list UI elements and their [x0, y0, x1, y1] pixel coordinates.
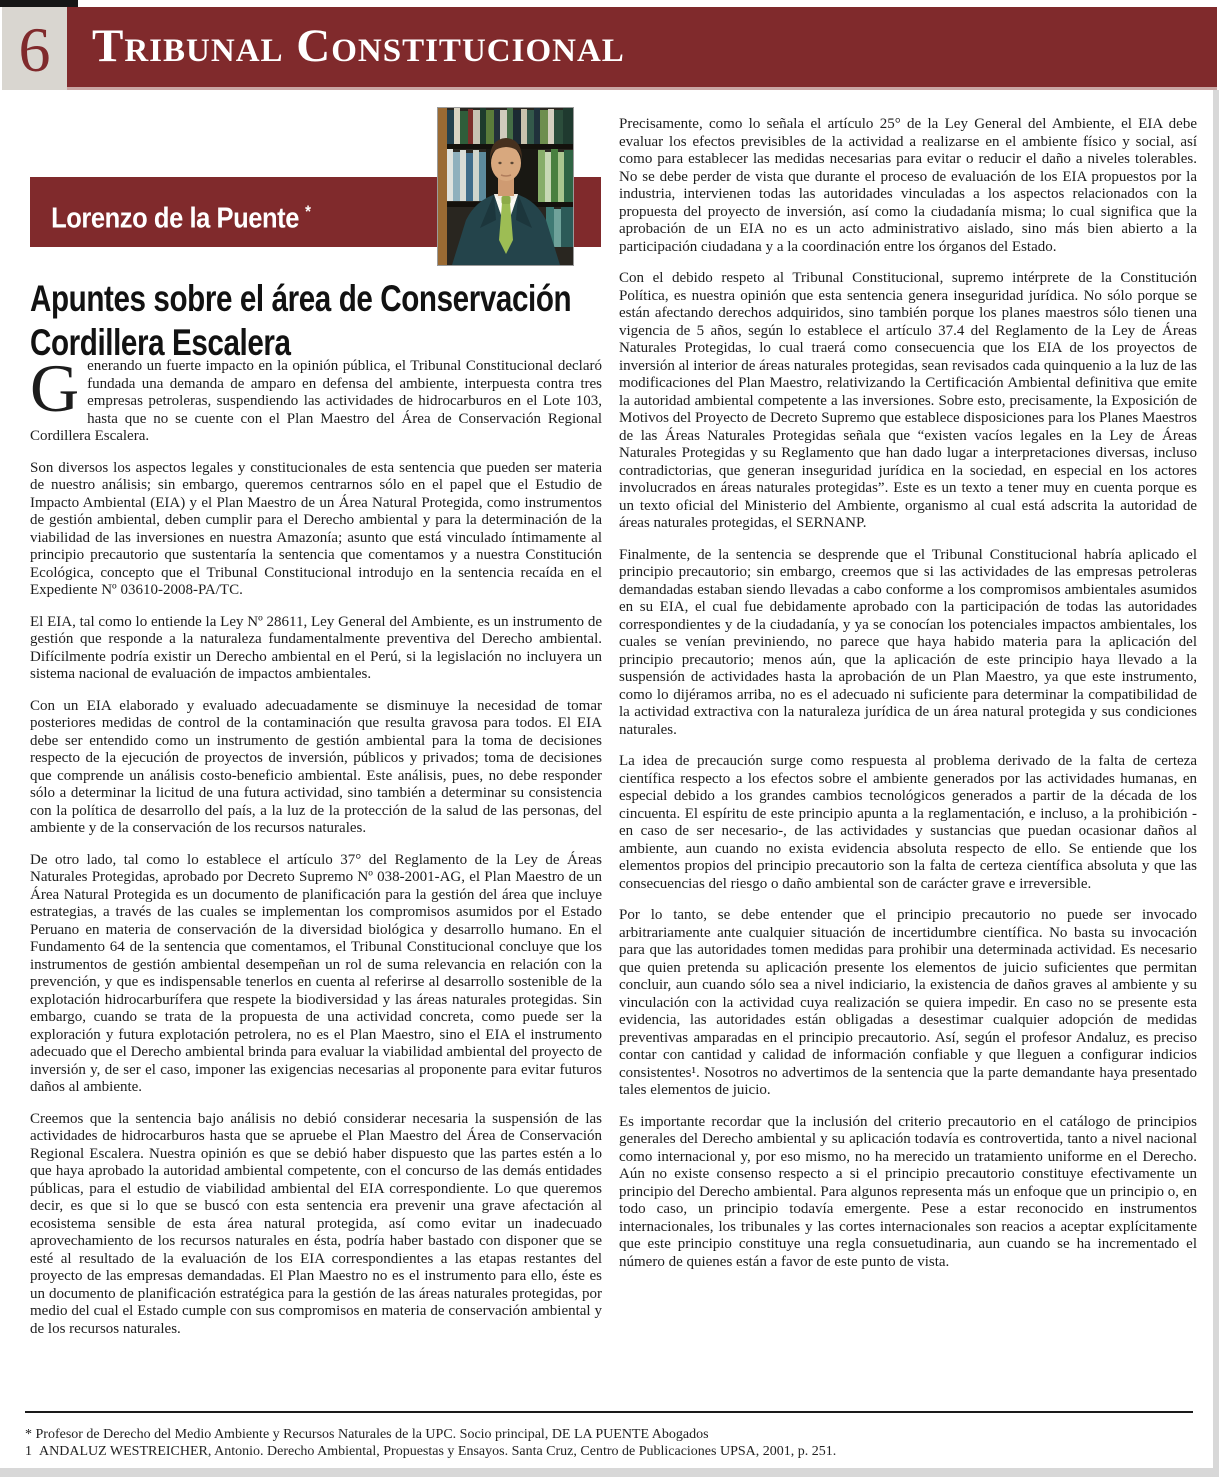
paragraph: Son diversos los aspectos legales y constitucionales de esta sentencia que pueden ser materia de nuestro análisis; sin embargo, queremos centrarnos sólo en el papel que el Estudio de Impacto Ambiental (EIA) y el Plan Maestro de un Área Natural Protegida, como instrumentos de gestión ambiental, deben cumplir para el Derecho ambiental y para la determinación de la viabilidad de las inversiones en nuestra Amazonía; asunto que está vinculado íntimamente al principio precautorio que sustentaría la sentencia que comentamos y a nuestra Constitución Ecológica, concepto que el Tribunal Constitucional introdujo en la sentencia recaída en el Expediente Nº 03610-2008-PA/TC. — [30, 459, 602, 598]
author-footnote-mark: * — [305, 202, 311, 221]
top-edge-strip — [0, 0, 78, 7]
section-title: Tribunal Constitucional — [92, 20, 625, 72]
bookshelf-left-stack — [447, 149, 486, 201]
paragraph: Finalmente, de la sentencia se desprende que el Tribunal Constitucional habría aplicado el principio precautorio; sin embargo, creemos que si las actividades de las empresas petroleras demandadas estaban siendo llevadas a cabo conforme a los compromisos ambientales asumidos en su EIA, el cual fue debidamente aprobado con la participación de todas las autoridades correspondientes y de la ciudadanía, y ya se conocían los potenciales impactos ambientales, los cuales se venían previniendo, no parece que haya habido materia para la aplicación del principio precautorio; menos aún, que la aplicación de este principio haya llevado a la suspensión de actividades hasta la aprobación de un Plan Maestro, ya que este instrumento, como lo dijéramos arriba, no es el adecuado ni suficiente para determinar la compatibilidad de la actividad extractiva con la naturaleza jurídica de un área natural protegida y sus condiciones naturales. — [619, 546, 1197, 738]
author-photo — [438, 108, 573, 265]
paragraph: Precisamente, como lo señala el artículo 25° de la Ley General del Ambiente, el EIA debe evaluar los efectos previsibles de la actividad a realizarse en el ambiente físico y social, así como para establecer las medidas necesarias para evitar o reducir el daño a niveles tolerables. No se debe perder de vista que durante el proceso de evaluación de los EIA propuestos por la industria, intervienen todas las autoridades vinculadas a los aspectos relacionados con la propuesta del proyecto de inversión, así como la ciudadanía misma; lo cual significa que la aprobación de un EIA no es un acto administrativo aislado, sino más bien abierto a la participación ciudadana y a la coordinación entre los órganos del Estado. — [619, 116, 1197, 255]
author-photo-illustration — [438, 108, 573, 265]
bookshelf-top-row — [447, 108, 573, 144]
lead-paragraph-text: enerando un fuerte impacto en la opinión pública, el Tribunal Constitucional declaró fundada una demanda de amparo en defensa del ambiente, interpuesta contra tres empresas petroleras, suspendiendo las actividades de hidrocarburos en el Lote 103, hasta que no se cuente con el Plan Maestro del Área de Conservación Regional Cordillera Escalera. — [30, 358, 602, 444]
article-title-line2: Cordillera Escalera — [30, 322, 291, 363]
article-title — [30, 277, 630, 365]
paragraph: La idea de precaución surge como respuesta al problema derivado de la falta de certeza científica respecto a los efectos sobre el ambiente generados por las actividades humanas, en especial debido a los grandes cambios tecnológicos generados a partir de la década de los cincuenta. El espíritu de este principio apunta a la reglamentación, e incluso, a la prohibición -en caso de ser necesario-, de las actividades y sustancias que puedan ocasionar daños al ambiente, aun cuando no exista evidencia absoluta respecto de ello. Se entiende que los elementos propios del principio precautorio son la falta de certeza científica absoluta y que las consecuencias del riesgo o daño ambiental son de carácter grave e irreversible. — [619, 753, 1197, 892]
article-title-line1: Apuntes sobre el área de Conservación — [30, 278, 572, 319]
paragraph: El EIA, tal como lo entiende la Ley Nº 28611, Ley General del Ambiente, es un instrumento de gestión que responde a la naturaleza fundamentalmente preventiva del Derecho ambiental. Difícilmente podría existir un Derecho ambiental en el Perú, si la legislación no incluyera un sistema nacional de evaluación de impactos ambientales. — [30, 613, 602, 682]
drop-cap: G — [30, 358, 80, 426]
lead-paragraph — [30, 358, 602, 446]
footnotes — [25, 1427, 1200, 1460]
paragraph: Con un EIA elaborado y evaluado adecuadamente se disminuye la necesidad de tomar posteriores medidas de control de la contaminación que resulta gravosa para todos. El EIA debe ser entendido como un instrumento de gestión ambiental para la toma de decisiones respecto de la ejecución de proyectos de inversión, públicos y privados; toma de decisiones que comprende un análisis costo-beneficio ambiental. Este análisis, pues, no debe responder sólo a determinar la licitud de una futura actividad, sino también a determinar su consistencia con la política de desarrollo del país, a la luz de la protección de la salud de las personas, del ambiente y de la conservación de los recursos naturales. — [30, 697, 602, 836]
page-number-box — [2, 7, 67, 90]
footnote-reference: 1 ANDALUZ WESTREICHER, Antonio. Derecho Ambiental, Propuestas y Ensayos. Santa Cruz, Centro de Publicaciones UPSA, 2001, p. 251. — [25, 1443, 837, 1459]
paragraph: Es importante recordar que la inclusión del criterio precautorio en el catálogo de principios generales del Derecho ambiental y su aplicación todavía es controvertida, tanto a nivel nacional como internacional y, por eso mismo, no ha merecido un tratamiento uniforme en el Derecho. Aún no existe consenso respecto a si el principio precautorio constituye efectivamente un principio del Derecho ambiental. Para algunos representa más un enfoque que un principio o, en todo caso, un principio todavía emergente. Pese a estar reconocido en instrumentos internacionales, los tribunales y las cortes internacionales son reacios a aceptar explícitamente que este principio constituye una regla consuetudinaria, aun cuando se ha incrementado el número de quienes están a favor de este punto de vista. — [619, 1113, 1197, 1270]
bookshelf-right-stack — [538, 149, 573, 202]
paragraph: Con el debido respeto al Tribunal Constitucional, supremo intérprete de la Constitución Política, es nuestra opinión que esta sentencia genera inseguridad jurídica. No sólo porque se están afectando derechos adquiridos, sino también porque los planes maestros sólo tienen una vigencia de 5 años, según lo establece el artículo 37.4 del Reglamento de la Ley de Áreas Naturales Protegidas, lo cual traerá como consecuencia que los EIA de los proyectos de inversión al interior de áreas naturales protegidas, sean revisados cada quinquenio a la luz de las modificaciones del Plan Maestro, relativizando la Certificación Ambiental definitiva que emite la autoridad ambiental competente a las inversiones. Sobre esto, precisamente, la Exposición de Motivos del Proyecto de Decreto Supremo que establece disposiciones para los Planes Maestros de las Áreas Naturales Protegidas señala que “existen vacíos legales en la Ley de Áreas Naturales Protegidas y su Reglamento que han dado lugar a interpretaciones diversas, incluso contradictorias, que generan inseguridad jurídica en la sociedad, en especial en los actores involucrados en áreas naturales protegidas”. Este es un texto a tener muy en cuenta porque es un texto oficial del Ministerio del Ambiente, organismo al cual está adscrita la autoridad de áreas naturales protegidas, el SERNANP. — [619, 270, 1197, 531]
page-number: 6 — [18, 14, 51, 85]
bottom-edge-strip — [0, 1468, 1219, 1477]
paragraph: Por lo tanto, se debe entender que el principio precautorio no puede ser invocado arbitrariamente ante cualquier situación de incertidumbre científica. No basta su invocación para que las autoridades tomen medidas para prohibir una determinada actividad. Es necesario que quien pretenda su aplicación presente los elementos de juicio suficientes que permitan concluir, aun cuando sólo sea a nivel indiciario, la existencia de daños graves al ambiente y su vinculación con la actividad cuya realización se quiera impedir. En caso no se presente esta evidencia, las autoridades están obligadas a desestimar cualquier adopción de medidas preventivas amparadas en el principio precautorio. Así, según el profesor Andaluz, es preciso contar con cantidad y calidad de información confiable y que lleguen a configurar indicios consistentes¹. Nosotros no advertimos de la sentencia que la parte demandante haya presentado tales elementos de juicio. — [619, 907, 1197, 1098]
footnote-author-credit: * Profesor de Derecho del Medio Ambiente y Recursos Naturales de la UPC. Socio principal, DE LA PUENTE Abogados — [25, 1427, 709, 1442]
article-left-column — [30, 358, 602, 1406]
section-banner — [67, 7, 1217, 90]
article-right-column — [619, 116, 1197, 1406]
right-edge-strip — [1213, 90, 1219, 1477]
paragraph: Creemos que la sentencia bajo análisis no debió considerar necesaria la suspensión de las actividades de hidrocarburos hasta que se apruebe el Plan Maestro del Área de Conservación Regional Escalera. Nuestra opinión es que se debió haber dispuesto que las partes estén a lo que haya aprobado la autoridad ambiental competente, con el concurso de las demás entidades públicas, para el estudio de viabilidad ambiental del EIA correspondiente. Lo que queremos decir, es que si lo que se buscó con esta sentencia era prevenir una grave afectación al ecosistema sensible de esta área natural protegida, así como evitar un inadecuado aprovechamiento de los recursos naturales en ésta, podría haber bastado con disponer que se esté al resultado de la evaluación de los EIA correspondientes a las etapas restantes del proyecto de las empresas demandadas. El Plan Maestro no es el instrumento para ello, éste es un documento de planificación estratégica para la gestión de las áreas naturales protegidas, por medio del cual el Estado cumple con sus compromisos en materia de conservación ambiental y de los recursos naturales. — [30, 1110, 602, 1337]
footnote-separator — [25, 1411, 1193, 1413]
paragraph: De otro lado, tal como lo establece el artículo 37° del Reglamento de la Ley de Áreas Naturales Protegidas, aprobado por Decreto Supremo Nº 038-2001-AG, el Plan Maestro de un Área Natural Protegida es un documento de planificación para la gestión del área que incluye estrategias, a través de las cuales se implementan los compromisos asumidos por el Estado Peruano en materia de conservación de la diversidad biológica y desarrollo humano. En el Fundamento 64 de la sentencia que comentamos, el Tribunal Constitucional concluye que los instrumentos de gestión ambiental desempeñan un rol de suma relevancia en relación con la prevención, y que es indispensable tenerlos en cuenta al referirse al desarrollo sostenible de la explotación hidrocarburífera que respete la biodiversidad y las áreas naturales protegidas. Sin embargo, cuando se trata de la propuesta de una actividad concreta, como puede ser la exploración y futura explotación petrolera, no es el Plan Maestro, sino el EIA el instrumento adecuado que el Derecho ambiental brinda para evaluar la viabilidad ambiental del proyecto de inversión y, de ser el caso, imponer las exigencias necesarias al proponente para evitar futuros daños al ambiente. — [30, 851, 602, 1095]
author-name: Lorenzo de la Puente — [51, 202, 299, 235]
